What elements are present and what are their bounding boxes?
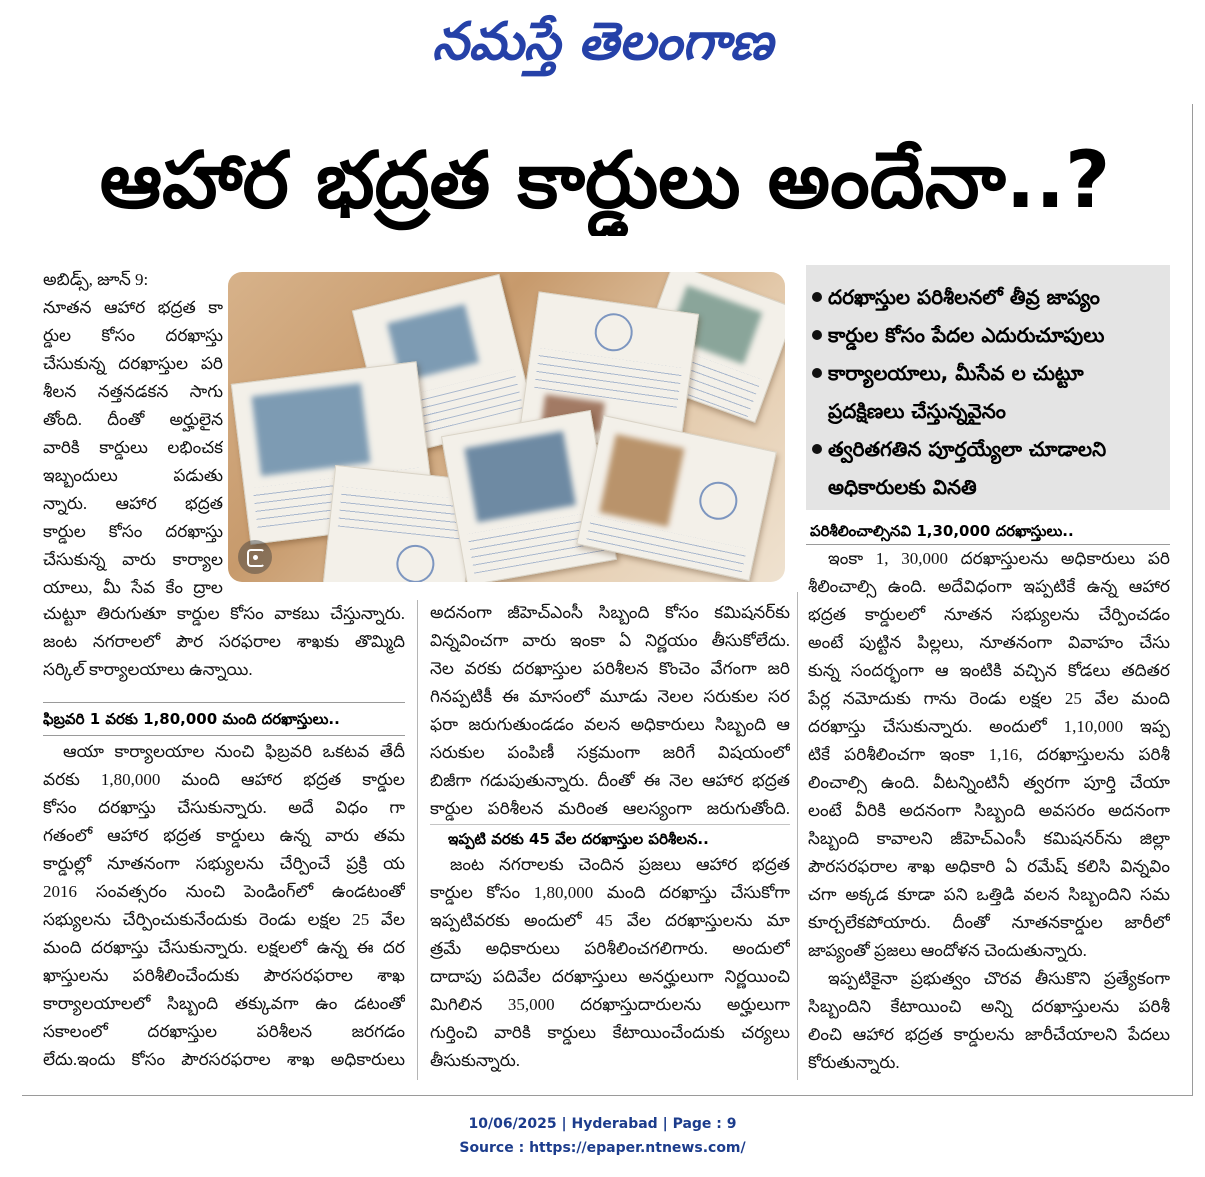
left-intro-continued <box>43 600 405 684</box>
column-divider <box>797 592 798 1080</box>
highlight-text: ప్రదక్షిణలు చేస్తున్నవైనం <box>828 399 1006 423</box>
footer-date-page: 10/06/2025 | Hyderabad | Page : 9 <box>468 1116 737 1132</box>
body-line: సిబ్బందిని కేటాయించి అన్ని దరఖాస్తులను పరిశీ <box>808 997 1170 1016</box>
body-line: శీలించాల్సి ఉంది. అదేవిధంగా ఇప్పటికే ఉన్న ఆహార <box>808 577 1170 596</box>
body-line: సర్కిల్ కార్యాలయాలు ఉన్నాయి. <box>43 660 253 679</box>
highlight-text: అధికారులకు వినతి <box>828 475 977 499</box>
highlight-text: దరఖాస్తుల పరిశీలనలో తీవ్ర జాప్యం <box>828 285 1100 309</box>
body-line: దాదాపు పదివేల దరఖాస్తులు అనర్హులుగా నిర్ణయించి <box>430 967 790 986</box>
masthead-logo: నమస్తే తెలంగాణ <box>432 12 773 72</box>
body-line: భద్రత కార్డులలో నూతన సభ్యులను చేర్పించడం <box>808 605 1170 624</box>
body-line: యాలు, మీ సేవ కేం ద్రాల <box>43 578 223 597</box>
body-line: టికే పరిశీలించగా ఇంకా 1,16, దరఖాస్తులను పరిశీ <box>808 745 1170 764</box>
body-line: లంటే వీరికి అదనంగా సిబ్బంది అవసరం అదనంగా <box>808 801 1170 820</box>
body-line: తోంది. దీంతో అర్హులైన <box>43 410 223 429</box>
body-line: పేర్ల నమోదుకు గాను రెండు లక్షల 25 వేల మంది <box>808 689 1170 708</box>
body-line: కోసం దరఖాస్తు చేసుకున్నారు. అదే విధం గా <box>43 798 405 817</box>
body-line: ఇంకా 1, 30,000 దరఖాస్తులను అధికారులు పరి <box>828 549 1170 568</box>
body-line: సిబ్బంది కావాలని జీహెచ్ఎంసీ కమిషనర్‌ను జిల్లా <box>808 829 1170 848</box>
body-line: కార్డుల పరిశీలన మరింత ఆలస్యంగా జరుగుతోంది. <box>430 799 790 818</box>
middle-body-column <box>430 851 790 1075</box>
body-line: అంటే పుట్టిన పిల్లలు, నూతనంగా వివాహం చేసు <box>808 633 1170 652</box>
body-line: జాప్యంతో ప్రజలు ఆందోళన చెందుతున్నారు. <box>808 941 1087 960</box>
highlight-item <box>806 354 1170 392</box>
bullet-icon <box>812 330 822 340</box>
body-line: ఇప్పటివరకు అందులో 45 వేల దరఖాస్తులను మా <box>430 911 790 930</box>
middle-column <box>430 599 790 823</box>
body-line: న్నారు. ఆహార భద్రత <box>43 494 223 513</box>
bullet-icon <box>812 444 822 454</box>
clipping-edge-bottom <box>22 1095 1193 1096</box>
highlight-item-continued <box>806 392 1170 430</box>
body-line: వారికి కార్డులు లభించక <box>43 438 223 457</box>
body-line: కార్డుల కోసం 1,80,000 మంది దరఖాస్తు చేసుకోగా <box>430 883 790 902</box>
body-line: గినప్పటికీ ఈ మాసంలో మూడు నెలల సరుకుల సర <box>430 687 790 706</box>
body-line: మిగిలిన 35,000 దరఖాస్తుదారులను అర్హులుగా <box>430 995 790 1014</box>
body-line: బిజీగా గడుపుతున్నారు. దీంతో ఈ నెల ఆహార భద్రత <box>430 771 790 790</box>
body-line: కార్యాలయాలలో సిబ్బంది తక్కువగా ఉం డటంతో <box>43 994 405 1013</box>
body-line: తీసుకున్నారు. <box>430 1051 520 1070</box>
left-intro-column <box>43 266 223 602</box>
body-line: సకాలంలో దరఖాస్తుల పరిశీలన జరగడం <box>43 1022 405 1041</box>
highlight-text: త్వరితగతిన పూర్తయ్యేలా చూడాలని <box>828 437 1107 461</box>
body-line: చేసుకున్న దరఖాస్తుల పరి <box>43 354 223 373</box>
bullet-icon <box>812 292 822 302</box>
body-line: కార్డుల్లో నూతనంగా సభ్యులను చేర్పించే ప్రక్రి య <box>43 854 405 873</box>
body-line: ఇప్పటికైనా ప్రభుత్వం చొరవ తీసుకొని ప్రత్యేకంగా <box>828 969 1170 988</box>
body-line: చుట్టూ తిరుగుతూ కార్డుల కోసం వాకబు చేస్తున్నారు. <box>43 604 405 623</box>
body-line: వరకు 1,80,000 మంది ఆహార భద్రత కార్డుల <box>43 770 405 789</box>
body-line: నెల వరకు దరఖాస్తుల పరిశీలన కొంచెం వేగంగా జరి <box>430 659 790 678</box>
highlight-item <box>806 278 1170 316</box>
highlight-item-continued <box>806 468 1170 506</box>
body-line: కున్న సందర్భంగా ఆ ఇంటికి వచ్చిన కోడలు తదితర <box>808 661 1170 680</box>
body-line: కూర్చలేకపోయారు. దీంతో నూతనకార్డుల జారీలో <box>808 913 1170 932</box>
body-line: లించాల్సి ఉంది. వీటన్నింటినీ త్వరగా పూర్తి చేయా <box>808 773 1170 792</box>
dateline: అబిడ్స్, జూన్ 9: <box>43 270 149 289</box>
subhead-right: పరిశీలించాల్సినవి 1,30,000 దరఖాస్తులు.. <box>806 517 1170 545</box>
body-line: గుర్తించి వారికి కార్డులు కేటాయించేందుకు చర్యలు <box>430 1023 790 1042</box>
highlights-box <box>806 265 1170 510</box>
body-line: నూతన ఆహార భద్రత కా <box>43 298 223 317</box>
body-line: ఫరా జరుగుతుండడం వలన అధికారులు సిబ్బంది ఆ <box>430 715 790 734</box>
body-line: ఇబ్బందులు పడుతు <box>43 466 223 485</box>
highlight-item <box>806 430 1170 468</box>
body-line: 2016 సంవత్సరం నుంచి పెండింగ్‌లో ఉండటంతో <box>43 882 405 901</box>
body-line: చేసుకున్న వారు కార్యాల <box>43 550 223 569</box>
body-line: ఆయా కార్యాలయాల నుంచి ఫిబ్రవరి ఒకటవ తేదీ <box>63 742 405 761</box>
body-line: అదనంగా జీహెచ్ఎంసీ సిబ్బంది కోసం కమిషనర్‌కు <box>430 603 790 622</box>
body-line: గతంలో ఆహార భద్రత కార్డులు ఉన్న వారు తమ <box>43 826 405 845</box>
bullet-icon <box>812 368 822 378</box>
right-body-column <box>808 545 1170 1077</box>
body-line: ఖాస్తులను పరిశీలించేందుకు పౌరసరఫరాల శాఖ <box>43 966 405 985</box>
body-line: కార్డుల కోసం దరఖాస్తు <box>43 522 223 541</box>
body-line: జంట నగరాలకు చెందిన ప్రజలు ఆహార భద్రత <box>450 855 790 874</box>
body-line: చగా అక్కడ కూడా పని ఒత్తిడి వలన సిబ్బందిని సమ <box>808 885 1170 904</box>
clipping-edge-right <box>1192 104 1193 1096</box>
left-body-column <box>43 738 405 1074</box>
body-line: సరుకుల పంపిణీ సక్రమంగా జరిగే విషయంలో <box>430 743 790 762</box>
highlight-item <box>806 316 1170 354</box>
article-photo <box>228 272 785 582</box>
subhead-middle: ఇప్పటి వరకు 45 వేల దరఖాస్తుల పరిశీలన.. <box>430 824 790 852</box>
body-line: సభ్యులను చేర్పించుకునేందుకు రెండు లక్షల 25 వేల <box>43 910 405 929</box>
body-line: విన్నవించగా వారు ఇంకా ఏ నిర్ణయం తీసుకోలేదు. <box>430 631 790 650</box>
body-line: దరఖాస్తు చేసుకున్నారు. అందులో 1,10,000 ఇప్ప <box>808 717 1170 736</box>
lens-icon[interactable] <box>238 540 272 574</box>
article-headline: ఆహార భద్రత కార్డులు అందేనా..? <box>99 136 1111 226</box>
footer-source: Source : https://epaper.ntnews.com/ <box>459 1140 746 1156</box>
highlight-text: కార్యాలయాలు, మీసేవ ల చుట్టూ <box>828 361 1084 385</box>
column-divider <box>417 600 418 1080</box>
body-line: కోరుతున్నారు. <box>808 1053 900 1072</box>
body-line: మంది దరఖాస్తు చేసుకున్నారు. లక్షలలో ఉన్న ఈ దర <box>43 938 405 957</box>
body-line: పౌరసరఫరాల శాఖ అధికారి ఏ రమేష్ కలిసి విన్నవిం <box>808 857 1170 876</box>
body-line: జంట నగరాలలో పౌర సరఫరాల శాఖకు తొమ్మిది <box>43 632 405 651</box>
body-line: ర్డుల కోసం దరఖాస్తు <box>43 326 223 345</box>
subhead-left: ఫిబ్రవరి 1 వరకు 1,80,000 మంది దరఖాస్తులు.. <box>43 702 405 736</box>
highlight-text: కార్డుల కోసం పేదల ఎదురుచూపులు <box>828 323 1105 347</box>
body-line: శీలన నత్తనడకన సాగు <box>43 382 223 401</box>
body-line: లించి ఆహార భద్రత కార్డులను జారీచేయాలని పేదలు <box>808 1025 1170 1044</box>
body-line: లేదు.ఇందు కోసం పౌరసరఫరాల శాఖ అధికారులు <box>43 1050 405 1069</box>
body-line: త్రమే అధికారులు పరిశీలించగలిగారు. అందులో <box>430 939 790 958</box>
